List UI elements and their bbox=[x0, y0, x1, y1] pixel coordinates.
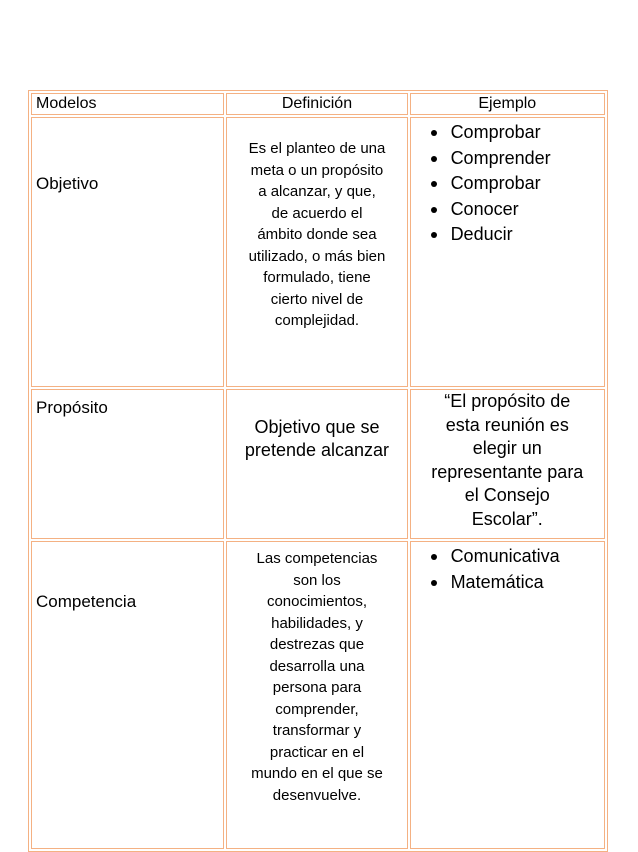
header-modelos: Modelos bbox=[31, 93, 224, 115]
example-list-competencia bbox=[415, 544, 600, 595]
definition-objetivo bbox=[231, 118, 402, 332]
definition-line: utilizado, o más bien bbox=[248, 247, 386, 265]
definition-line: comprender, bbox=[275, 700, 359, 718]
list-item: Comunicativa bbox=[451, 544, 600, 570]
definition-cell-proposito bbox=[226, 389, 407, 539]
definition-line: pretende alcanzar bbox=[244, 440, 390, 460]
definition-line: transformar y bbox=[272, 722, 362, 739]
list-item: Comprobar bbox=[451, 120, 600, 146]
definition-line: practicar en el bbox=[269, 743, 365, 761]
list-item: Deducir bbox=[451, 222, 600, 248]
example-quote-proposito bbox=[415, 390, 600, 531]
models-table bbox=[28, 90, 608, 852]
quote-line: el Consejo bbox=[464, 485, 550, 505]
definition-line: Las competencias bbox=[256, 550, 378, 567]
definition-line: Es el planteo de una bbox=[248, 140, 386, 157]
definition-line: formulado, tiene bbox=[263, 269, 371, 286]
definition-cell-objetivo bbox=[226, 117, 407, 387]
definition-line: mundo en el que se bbox=[251, 765, 383, 782]
definition-line: a alcanzar, y que, bbox=[258, 183, 376, 200]
table-row-proposito bbox=[31, 389, 605, 539]
definition-line: meta o un propósito bbox=[250, 161, 384, 179]
definition-line: desenvuelve. bbox=[272, 786, 362, 804]
example-cell-competencia bbox=[410, 541, 605, 849]
header-ejemplo: Ejemplo bbox=[410, 93, 605, 115]
table-row-competencia bbox=[31, 541, 605, 849]
definition-cell-competencia bbox=[226, 541, 407, 849]
definition-line: cierto nivel de bbox=[270, 290, 364, 308]
model-name-competencia: Competencia bbox=[31, 541, 224, 849]
definition-competencia bbox=[231, 542, 402, 806]
definition-proposito bbox=[231, 390, 402, 462]
table-row-objetivo bbox=[31, 117, 605, 387]
definition-line: persona para bbox=[272, 679, 362, 696]
header-definicion: Definición bbox=[226, 93, 407, 115]
example-cell-objetivo bbox=[410, 117, 605, 387]
definition-line: ámbito donde sea bbox=[257, 226, 377, 243]
header-row bbox=[31, 93, 605, 115]
definition-line: complejidad. bbox=[274, 312, 360, 329]
model-name-proposito: Propósito bbox=[31, 389, 224, 539]
list-item: Matemática bbox=[451, 570, 600, 596]
model-name-objetivo: Objetivo bbox=[31, 117, 224, 387]
quote-line: representante para bbox=[431, 461, 584, 482]
quote-line: “El propósito de bbox=[444, 391, 571, 411]
quote-line: esta reunión es bbox=[445, 414, 569, 435]
quote-line: elegir un bbox=[472, 438, 542, 458]
quote-line: Escolar”. bbox=[471, 508, 543, 529]
definition-line: Objetivo que se bbox=[254, 417, 380, 437]
definition-line: habilidades, y bbox=[271, 614, 363, 632]
definition-line: son los bbox=[293, 571, 341, 589]
example-cell-proposito bbox=[410, 389, 605, 539]
list-item: Comprender bbox=[451, 146, 600, 172]
definition-line: destrezas que bbox=[269, 636, 365, 653]
definition-line: conocimientos, bbox=[266, 593, 367, 610]
example-list-objetivo bbox=[415, 120, 600, 248]
definition-line: de acuerdo el bbox=[271, 204, 363, 222]
definition-line: desarrolla una bbox=[269, 657, 365, 675]
list-item: Conocer bbox=[451, 197, 600, 223]
list-item: Comprobar bbox=[451, 171, 600, 197]
